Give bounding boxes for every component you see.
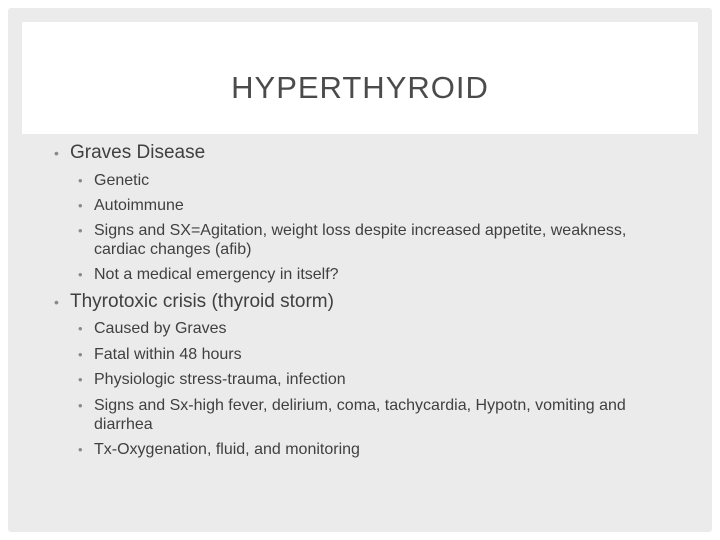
sub-bullet <box>78 370 654 389</box>
bullet-dot: • <box>78 398 83 413</box>
bullet-dot: • <box>78 173 83 188</box>
slide-title: HYPERTHYROID <box>231 70 489 105</box>
sub-bullet <box>78 396 654 434</box>
bullet-thyrotoxic-crisis <box>54 291 334 313</box>
sub-bullet-text: Genetic <box>94 172 150 189</box>
sub-bullet <box>78 345 654 364</box>
sub-bullet-text: Autoimmune <box>94 197 184 214</box>
bullet-dot: • <box>54 294 59 310</box>
sub-bullet-text: Physiologic stress-trauma, infection <box>94 371 346 388</box>
bullet-dot: • <box>78 321 83 336</box>
title-box <box>22 22 698 134</box>
sub-bullet-text: Tx-Oxygenation, fluid, and monitoring <box>94 441 360 458</box>
slide <box>8 8 712 532</box>
sub-bullet <box>78 196 654 215</box>
bullet-dot: • <box>78 347 83 362</box>
sub-bullet-text: Not a medical emergency in itself? <box>94 266 339 283</box>
sub-bullet-text: Fatal within 48 hours <box>94 346 242 363</box>
sub-bullet <box>78 265 654 284</box>
bullet-dot: • <box>78 198 83 213</box>
sub-bullet <box>78 319 654 338</box>
sub-bullet <box>78 440 654 459</box>
bullet-dot: • <box>54 145 59 161</box>
bullet-text: Graves Disease <box>70 142 206 163</box>
bullet-dot: • <box>78 223 83 238</box>
bullet-text: Thyrotoxic crisis (thyroid storm) <box>70 291 334 312</box>
sub-bullet <box>78 221 654 259</box>
sub-bullet <box>78 171 654 190</box>
sub-bullet-text: Signs and Sx-high fever, delirium, coma, tachycardia, Hypotn, vomiting and diarrhea <box>94 397 626 433</box>
sub-bullet-text: Caused by Graves <box>94 320 227 337</box>
bullet-graves-disease <box>54 142 206 164</box>
bullet-dot: • <box>78 267 83 282</box>
bullet-dot: • <box>78 442 83 457</box>
bullet-dot: • <box>78 372 83 387</box>
sub-bullet-text: Signs and SX=Agitation, weight loss despite increased appetite, weakness, cardiac changes (afib) <box>94 222 627 258</box>
